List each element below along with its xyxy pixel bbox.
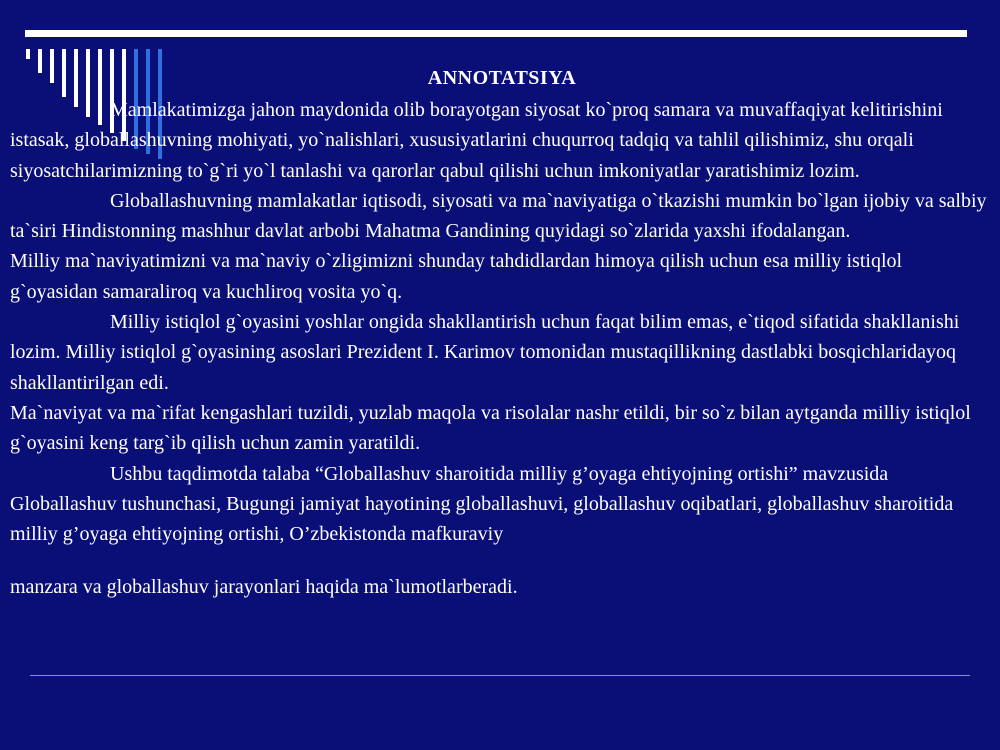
paragraph: Milliy istiqlol g`oyasini yoshlar ongida shakllantirish uchun faqat bilim emas, e`tiqod sifatida shakllanishi lozim. Milliy istiqlol g`oyasining asoslari Prezident I. Karimov tomonidan mustaqillikning dastlabki bosqichlaridayoq shakllantirilgan edi. bbox=[10, 311, 960, 394]
paragraph: Ushbu taqdimotda talaba “Globallashuv sharoitida milliy g’oyaga ehtiyojning ortishi” mavzusida Globallashuv tushunchasi, Bugungi jamiyat hayotining globallashuvi, globallashuv oqibatlari, globallashuv sharoitida milliy g’oyaga ehtiyojning ortishi, O’zbekistonda mafkuraviy bbox=[10, 462, 954, 546]
paragraph: Ma`naviyat va ma`rifat kengashlari tuzildi, yuzlab maqola va risolalar nashr etildi, bir so`z bilan aytganda milliy istiqlol g`oyasini keng targ`ib qilish uchun zamin yaratildi. bbox=[10, 401, 971, 455]
paragraph: Mamlakatimizga jahon maydonida olib borayotgan siyosat ko`proq samara va muvaffaqiyat kelitirishini istasak, globallashuvning mohiyati, yo`nalishlari, xususiyatlarini chuqurroq tadqiq va tahlil qilishimiz, shu orqali siyosatchilarimizning to`g`ri yo`l tanlashi va qarorlar qabul qilishi uchun imkoniyatlar yaratishimiz lozim. bbox=[10, 99, 943, 182]
top-divider-bar bbox=[25, 30, 967, 37]
slide-title: ANNOTATSIYA bbox=[427, 67, 577, 89]
paragraph: manzara va globallashuv jarayonlari haqida ma`lumotlarberadi. bbox=[10, 576, 518, 599]
stripe bbox=[26, 49, 30, 59]
paragraph: Milliy ma`naviyatimizni va ma`naviy o`zligimizni shunday tahdidlardan himoya qilish uchun esa milliy istiqlol g`oyasidan samaraliroq va kuchliroq vosita yo`q. bbox=[10, 250, 903, 303]
paragraph: Globallashuvning mamlakatlar iqtisodi, siyosati va ma`naviyatiga o`tkazishi mumkin bo`lgan ijobiy va salbiy ta`siri Hindistonning mashhur davlat arbobi Mahatma Gandining quyidagi so`zlarida yaxshi ifodalangan. bbox=[10, 189, 987, 243]
bottom-divider-line bbox=[30, 675, 970, 676]
slide-body bbox=[10, 95, 992, 603]
